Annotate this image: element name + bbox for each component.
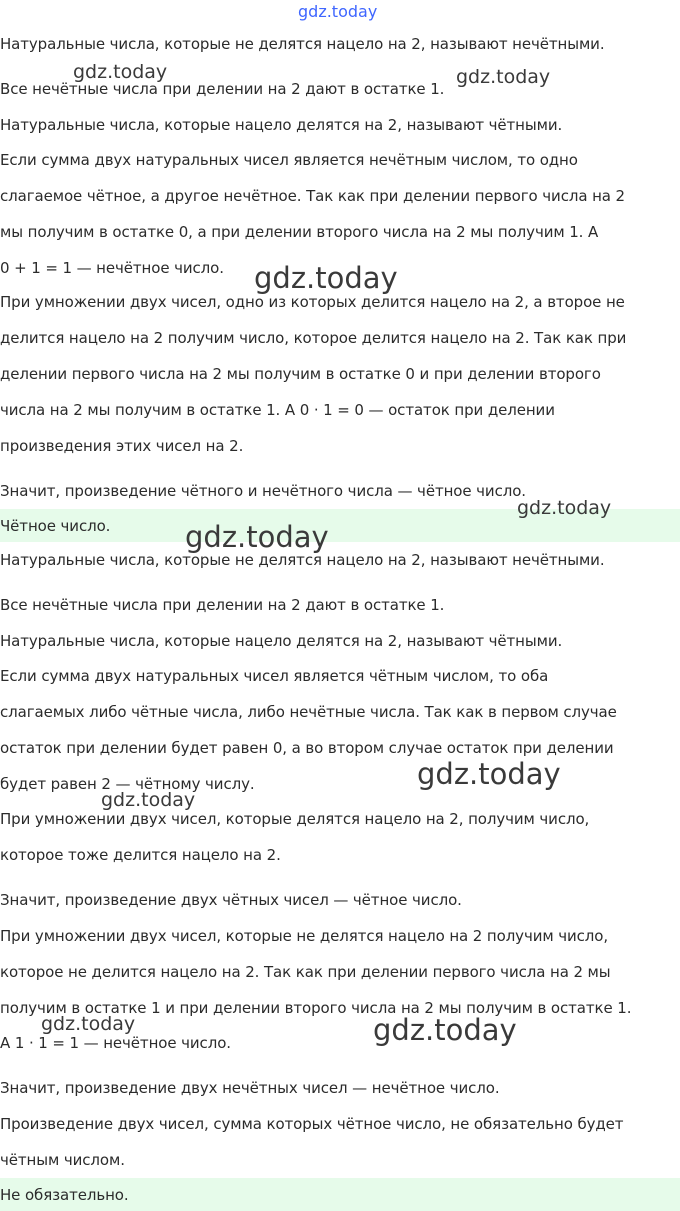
text-line: делится нацело на 2 получим число, которое делится нацело на 2. Так как при bbox=[0, 329, 627, 347]
watermark: gdz.today bbox=[298, 2, 378, 21]
text-line: А 1 · 1 = 1 — нечётное число. bbox=[0, 1034, 231, 1052]
text-line: остаток при делении будет равен 0, а во втором случае остаток при делении bbox=[0, 739, 614, 757]
text-line: будет равен 2 — чётному числу. bbox=[0, 775, 255, 793]
text-line: 0 + 1 = 1 — нечётное число. bbox=[0, 259, 224, 277]
text-line: делении первого числа на 2 мы получим в остатке 0 и при делении второго bbox=[0, 365, 601, 383]
text-line: которое не делится нацело на 2. Так как при делении первого числа на 2 мы bbox=[0, 963, 611, 981]
text-line: мы получим в остатке 0, а при делении второго числа на 2 мы получим 1. А bbox=[0, 223, 599, 241]
watermark: gdz.today bbox=[517, 497, 612, 519]
watermark: gdz.today bbox=[417, 757, 561, 791]
text-line: Если сумма двух натуральных чисел является нечётным числом, то одно bbox=[0, 151, 578, 169]
text-line: При умножении двух чисел, одно из которых делится нацело на 2, а второе не bbox=[0, 293, 625, 311]
text-line: слагаемое чётное, а другое нечётное. Так как при делении первого числа на 2 bbox=[0, 187, 626, 205]
answer-text-1: Чётное число. bbox=[0, 517, 111, 535]
text-line: которое тоже делится нацело на 2. bbox=[0, 846, 281, 864]
watermark: gdz.today bbox=[101, 789, 196, 811]
watermark: gdz.today bbox=[41, 1013, 136, 1035]
text-line: Все нечётные числа при делении на 2 дают в остатке 1. bbox=[0, 596, 445, 614]
text-line: При умножении двух чисел, которые не делятся нацело на 2 получим число, bbox=[0, 927, 609, 945]
watermark: gdz.today bbox=[185, 520, 329, 554]
text-line: Натуральные числа, которые не делятся нацело на 2, называют нечётными. bbox=[0, 35, 605, 53]
text-line: Значит, произведение двух чётных чисел — чётное число. bbox=[0, 891, 462, 909]
text-line: Натуральные числа, которые не делятся нацело на 2, называют нечётными. bbox=[0, 551, 605, 569]
text-line: Если сумма двух натуральных чисел является чётным числом, то оба bbox=[0, 667, 549, 685]
text-line: произведения этих чисел на 2. bbox=[0, 437, 244, 455]
answer-box-2 bbox=[0, 1178, 680, 1211]
watermark: gdz.today bbox=[254, 261, 398, 295]
text-line: Натуральные числа, которые нацело делятся на 2, называют чётными. bbox=[0, 632, 563, 650]
text-line: получим в остатке 1 и при делении второго числа на 2 мы получим в остатке 1. bbox=[0, 999, 632, 1017]
text-line: При умножении двух чисел, которые делятся нацело на 2, получим число, bbox=[0, 810, 590, 828]
text-line: Натуральные числа, которые нацело делятся на 2, называют чётными. bbox=[0, 116, 563, 134]
watermark: gdz.today bbox=[373, 1013, 517, 1047]
text-line: Произведение двух чисел, сумма которых чётное число, не обязательно будет bbox=[0, 1115, 624, 1133]
text-line: слагаемых либо чётные числа, либо нечётные числа. Так как в первом случае bbox=[0, 703, 617, 721]
watermark: gdz.today bbox=[73, 61, 168, 83]
watermark: gdz.today bbox=[456, 66, 551, 88]
text-line: Все нечётные числа при делении на 2 дают в остатке 1. bbox=[0, 80, 445, 98]
answer-text-2: Не обязательно. bbox=[0, 1186, 129, 1204]
text-line: Значит, произведение двух нечётных чисел — нечётное число. bbox=[0, 1079, 500, 1097]
text-line: чётным числом. bbox=[0, 1151, 125, 1169]
text-line: Значит, произведение чётного и нечётного числа — чётное число. bbox=[0, 482, 526, 500]
text-line: числа на 2 мы получим в остатке 1. А 0 · 1 = 0 — остаток при делении bbox=[0, 401, 555, 419]
